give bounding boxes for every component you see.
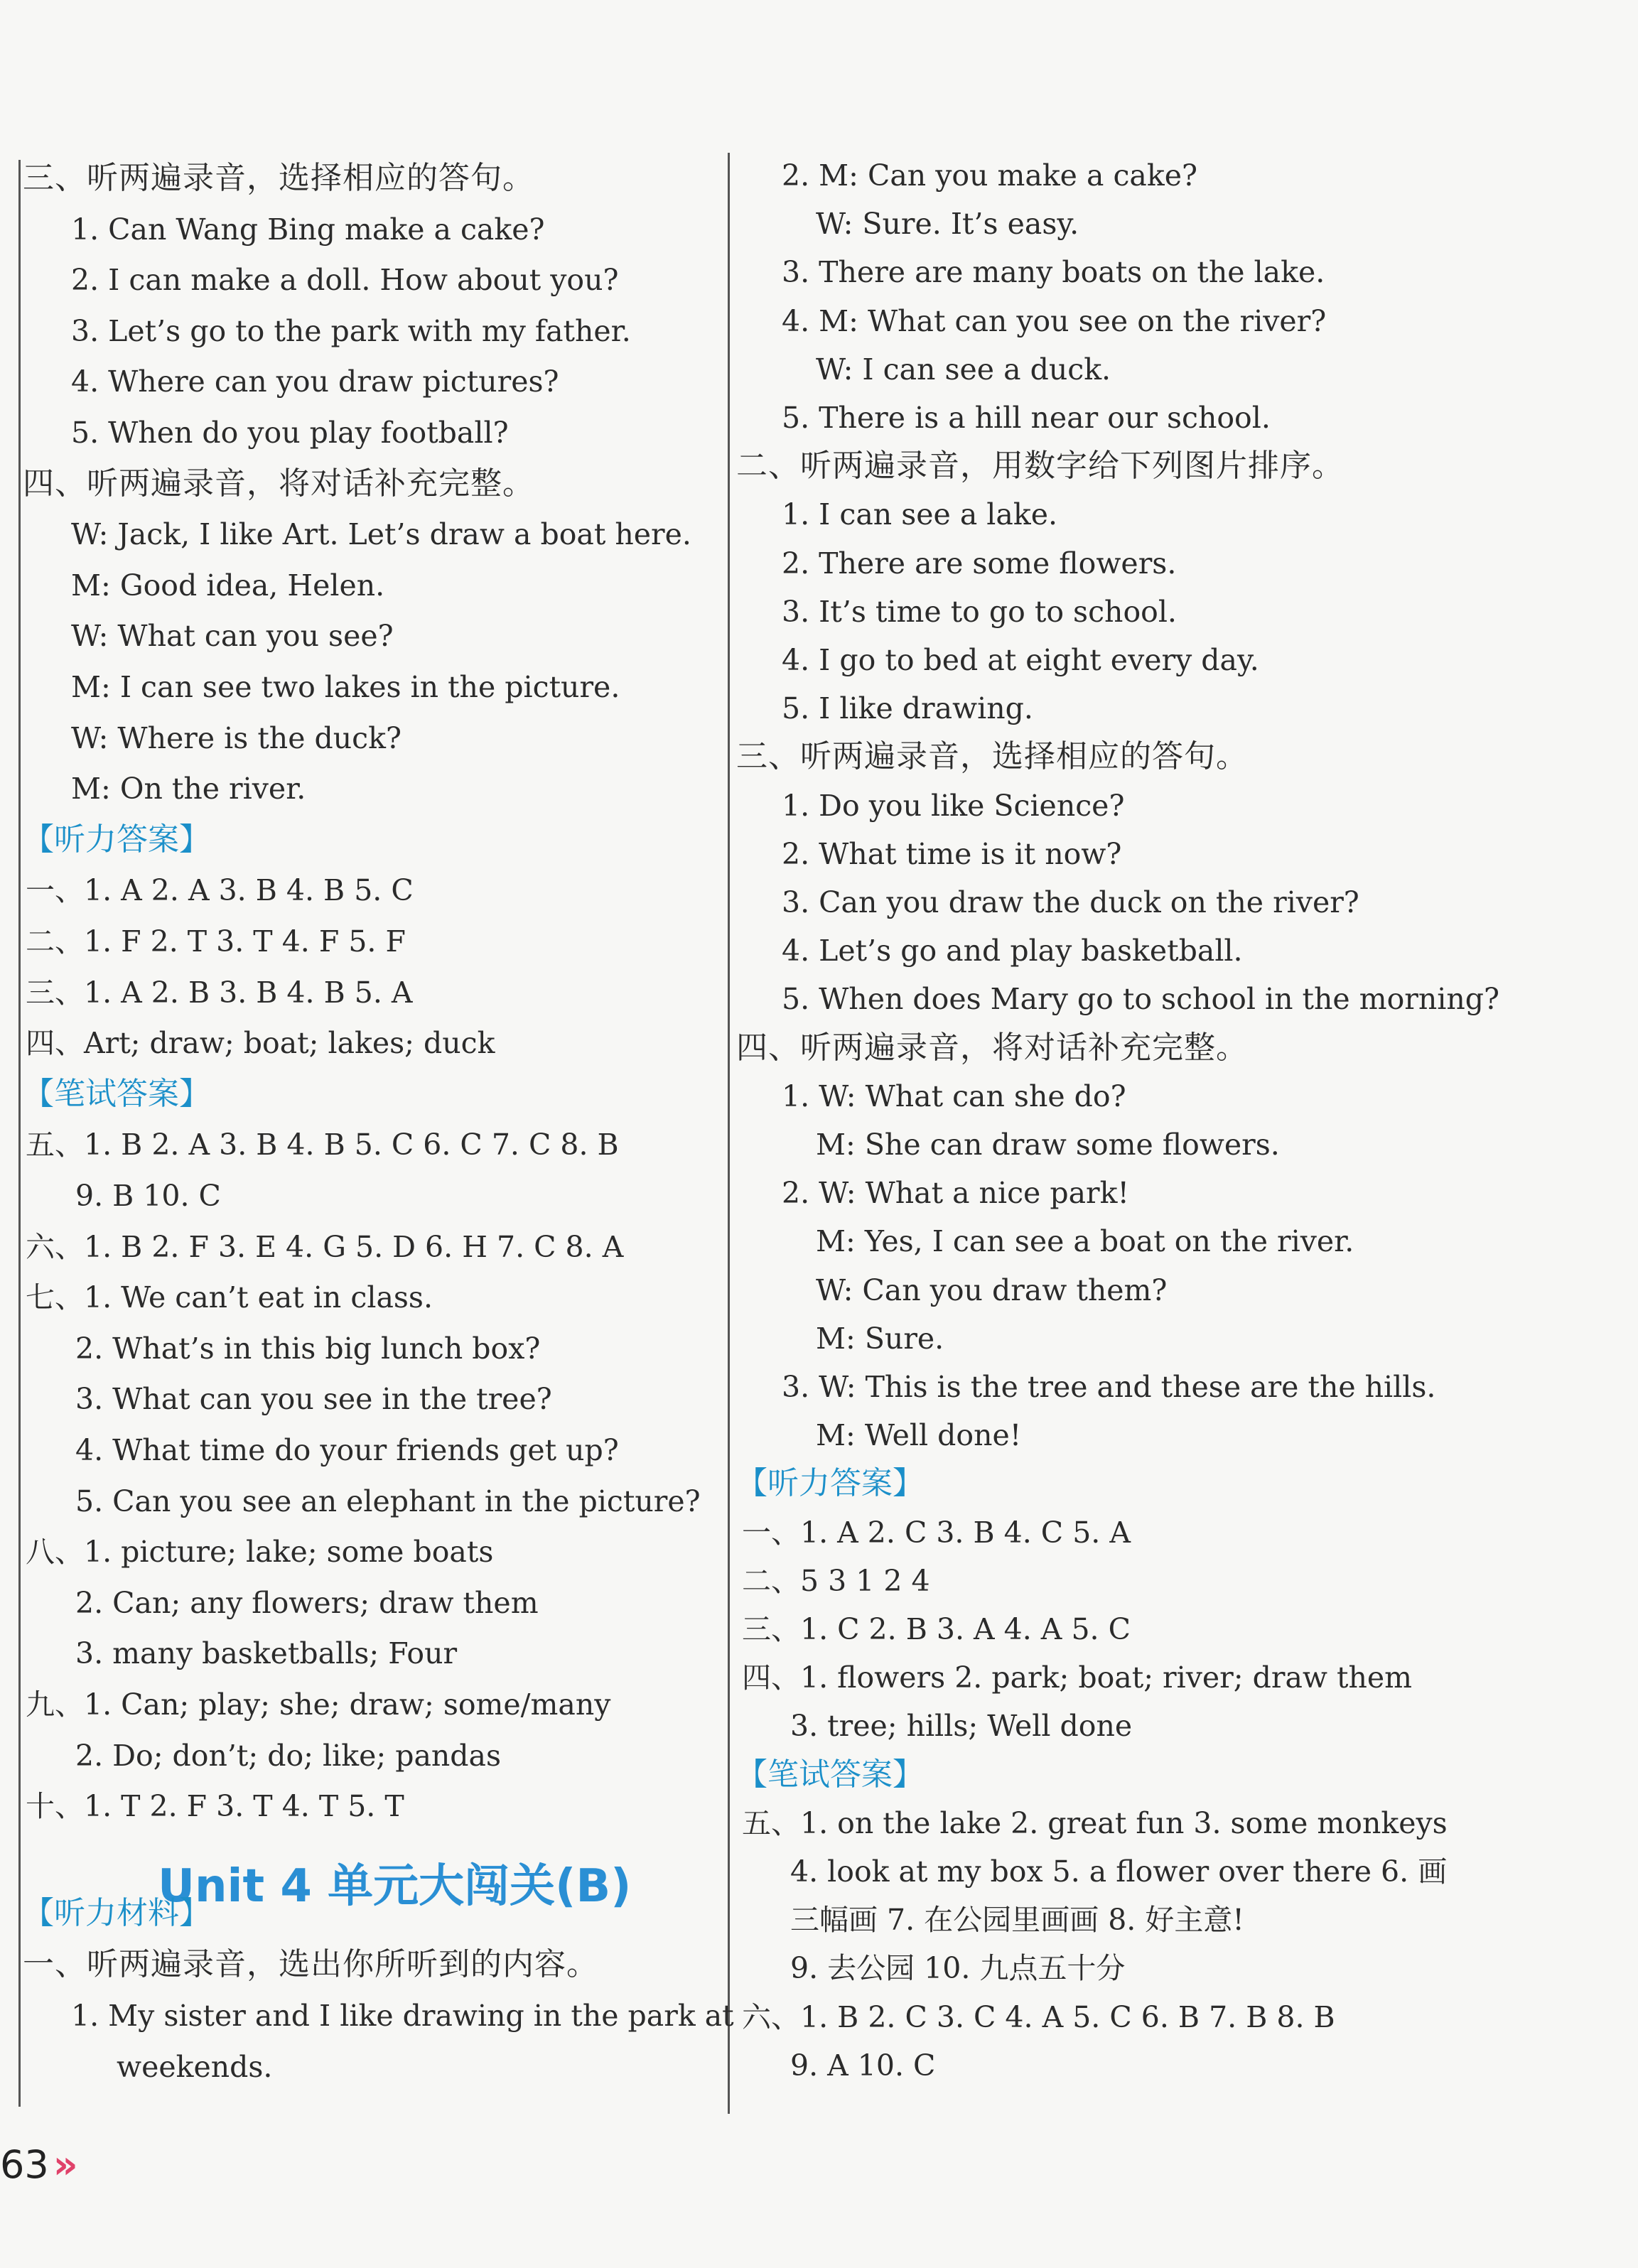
text-line: M: On the river. [71,772,306,806]
text-line: 五、1. B 2. A 3. B 4. B 5. C 6. C 7. C 8. B [26,1128,619,1162]
answer-heading: 【听力材料】 [23,1895,210,1931]
text-line: 1. My sister and I like drawing in the park at [71,1999,734,2033]
text-line: M: Yes, I can see a boat on the river. [816,1224,1354,1259]
answer-heading: 【笔试答案】 [23,1075,210,1112]
text-line: 4. What time do your friends get up? [75,1433,619,1467]
text-line: 9. B 10. C [75,1179,221,1213]
text-line: 2. Do; don’t; do; like; pandas [75,1738,502,1773]
text-line: 3. W: This is the tree and these are the hills. [782,1370,1436,1404]
text-line: 3. Let’s go to the park with my father. [71,313,631,348]
text-line: 七、1. We can’t eat in class. [26,1280,433,1315]
text-line: 2. W: What a nice park! [782,1176,1129,1211]
answer-heading: 【听力答案】 [23,821,210,858]
text-line: 三、1. C 2. B 3. A 4. A 5. C [742,1612,1131,1646]
text-line: 9. 去公园 10. 九点五十分 [790,1951,1126,1986]
text-line: 1. Can Wang Bing make a cake? [71,212,545,247]
answer-heading: 【听力答案】 [736,1465,924,1502]
text-line: 4. I go to bed at eight every day. [782,643,1259,677]
text-line: M: She can draw some flowers. [816,1128,1280,1162]
text-line: 5. I like drawing. [782,691,1033,726]
section-heading: 二、听两遍录音，用数字给下列图片排序。 [736,448,1344,485]
left-margin-rule [18,160,21,2107]
section-heading: 四、听两遍录音，将对话补充完整。 [23,465,534,502]
text-line: 4. Let’s go and play basketball. [782,934,1243,968]
page-number-footer [0,2140,78,2190]
text-line: W: I can see a duck. [816,352,1111,387]
text-line: M: Sure. [816,1321,944,1356]
section-heading: 一、听两遍录音，选出你所听到的内容。 [23,1946,598,1982]
text-line: 六、1. B 2. F 3. E 4. G 5. D 6. H 7. C 8. A [26,1229,624,1264]
text-line: 5. When do you play football? [71,416,509,450]
text-line: 一、1. A 2. C 3. B 4. C 5. A [742,1515,1131,1550]
text-line: W: Where is the duck? [71,720,402,755]
text-line: 十、1. T 2. F 3. T 4. T 5. T [26,1789,404,1824]
page-arrows-icon: » [53,2142,78,2187]
section-heading: 四、听两遍录音，将对话补充完整。 [736,1029,1248,1066]
page-number: 63 [0,2142,49,2187]
section-heading: 三、听两遍录音，选择相应的答句。 [23,160,534,196]
text-line: 二、1. F 2. T 3. T 4. F 5. F [26,924,406,958]
text-line: 3. It’s time to go to school. [782,594,1177,629]
text-line: 3. There are many boats on the lake. [782,255,1325,290]
text-line: 八、1. picture; lake; some boats [26,1535,494,1570]
column-divider [728,153,730,2114]
text-line: W: Jack, I like Art. Let’s draw a boat here. [71,517,691,552]
text-line: 4. look at my box 5. a flower over there 6. 画 [790,1854,1448,1889]
text-line: 4. Where can you draw pictures? [71,364,559,399]
text-line: 3. many basketballs; Four [75,1636,458,1671]
text-line: 三幅画 7. 在公园里画画 8. 好主意! [790,1903,1244,1938]
text-line: 2. What’s in this big lunch box? [75,1331,541,1366]
text-line: 3. What can you see in the tree? [75,1382,552,1417]
text-line: 2. Can; any flowers; draw them [75,1585,539,1620]
text-line: 4. M: What can you see on the river? [782,303,1327,338]
text-line: 九、1. Can; play; she; draw; some/many [26,1688,611,1722]
text-line: 六、1. B 2. C 3. C 4. A 5. C 6. B 7. B 8. B [742,1999,1335,2034]
text-line: 3. tree; hills; Well done [790,1709,1133,1744]
text-line: 1. I can see a lake. [782,497,1057,532]
text-line: 三、1. A 2. B 3. B 4. B 5. A [26,975,413,1010]
text-line: 二、5 3 1 2 4 [742,1563,930,1598]
text-line: 四、1. flowers 2. park; boat; river; draw them [742,1660,1413,1695]
answer-heading: 【笔试答案】 [736,1756,924,1793]
text-line: M: Good idea, Helen. [71,568,385,603]
section-heading: 三、听两遍录音，选择相应的答句。 [736,738,1248,775]
text-line: 2. There are some flowers. [782,546,1177,580]
text-line: M: I can see two lakes in the picture. [71,670,620,704]
text-line: 5. Can you see an elephant in the picture? [75,1484,701,1518]
text-line: 一、1. A 2. A 3. B 4. B 5. C [26,873,414,908]
text-line: weekends. [117,2050,273,2084]
text-line: 9. A 10. C [790,2048,936,2083]
text-line: 2. What time is it now? [782,836,1122,871]
text-line: 5. When does Mary go to school in the morning? [782,982,1500,1017]
text-line: W: Can you draw them? [816,1273,1168,1307]
text-line: 1. W: What can she do? [782,1079,1126,1113]
text-line: W: What can you see? [71,619,394,654]
text-line: 2. I can make a doll. How about you? [71,263,619,298]
text-line: M: Well done! [816,1418,1022,1453]
unit-title: Unit 4 单元大闯关(B) [158,1860,632,1913]
text-line: W: Sure. It’s easy. [816,207,1079,242]
text-line: 四、Art; draw; boat; lakes; duck [26,1026,495,1061]
text-line: 1. Do you like Science? [782,788,1125,823]
text-line: 5. There is a hill near our school. [782,401,1271,435]
text-line: 2. M: Can you make a cake? [782,158,1197,193]
text-line: 五、1. on the lake 2. great fun 3. some monkeys [742,1805,1448,1840]
text-line: 3. Can you draw the duck on the river? [782,885,1359,919]
